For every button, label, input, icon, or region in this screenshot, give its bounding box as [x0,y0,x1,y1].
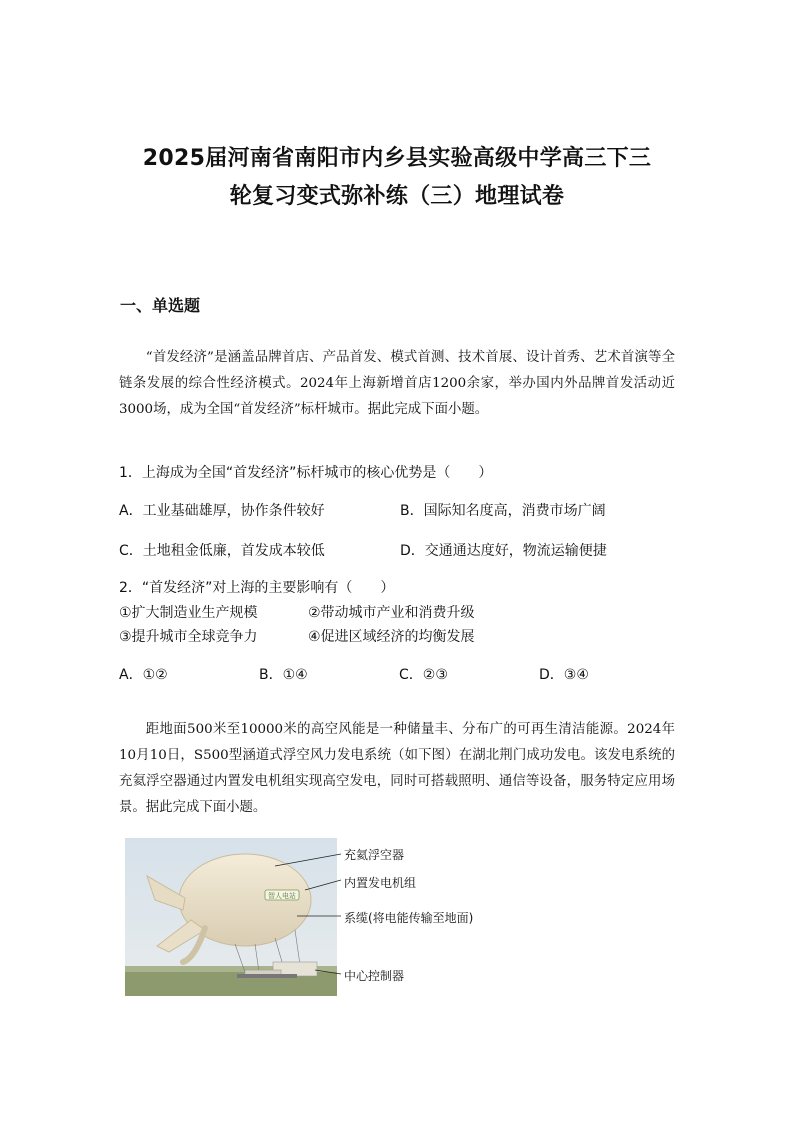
passage-2 [119,717,675,821]
q2-statement-2: ②带动城市产业和消费升级 [308,605,475,621]
question-1-stem: 1．上海成为全国“首发经济”标杆城市的核心优势是（ ） [119,465,493,481]
passage-2-text: 距地面500米至10000米的高空风能是一种储量丰、分布广的可再生清洁能源。2024年10月10日，S500型涵道式浮空风力发电系统（如下图）在湖北荆门成功发电。该发电系统的充氦浮空器通过内置发电机组实现高空发电，同时可搭载照明、通信等设备，服务特定应用场景。据此完成下面小题。 [119,722,675,815]
q2-option-b: B．①④ [259,667,308,683]
section-heading: 一、单选题 [120,296,201,315]
q1-option-b: B．国际知名度高，消费市场广阔 [400,503,606,519]
q1-option-d: D．交通通达度好，物流运输便捷 [400,543,607,559]
q2-option-a: A．①② [119,667,168,683]
airship-logo: 智人电站 [268,892,296,900]
q2-option-c: C．②③ [399,667,448,683]
document-title [100,140,694,216]
passage-1 [119,345,675,423]
label-helium-balloon: 充氦浮空器 [344,848,405,862]
q1-option-a: A．工业基础雄厚，协作条件较好 [119,503,325,519]
q2-statement-3: ③提升城市全球竞争力 [119,629,258,645]
q2-option-d: D．③④ [539,667,589,683]
title-line-1: 2025届河南省南阳市内乡县实验高级中学高三下三 [142,146,652,171]
q2-statement-4: ④促进区域经济的均衡发展 [308,629,475,645]
title-line-2: 轮复习变式弥补练（三）地理试卷 [229,184,565,209]
label-tether-cable: 系缆(将电能传输至地面) [344,911,474,925]
q1-option-c: C．土地租金低廉，首发成本较低 [119,543,325,559]
question-2-stem: 2．“首发经济”对上海的主要影响有（ ） [119,580,395,596]
label-central-controller: 中心控制器 [344,969,405,983]
q2-statement-1: ①扩大制造业生产规模 [119,605,258,621]
label-generator-set: 内置发电机组 [344,876,417,890]
passage-1-text: “首发经济”是涵盖品牌首店、产品首发、模式首测、技术首展、设计首秀、艺术首演等全链条发展的综合性经济模式。2024年上海新增首店1200余家，举办国内外品牌首发活动近3000场，成为全国“首发经济”标杆城市。据此完成下面小题。 [119,350,675,417]
